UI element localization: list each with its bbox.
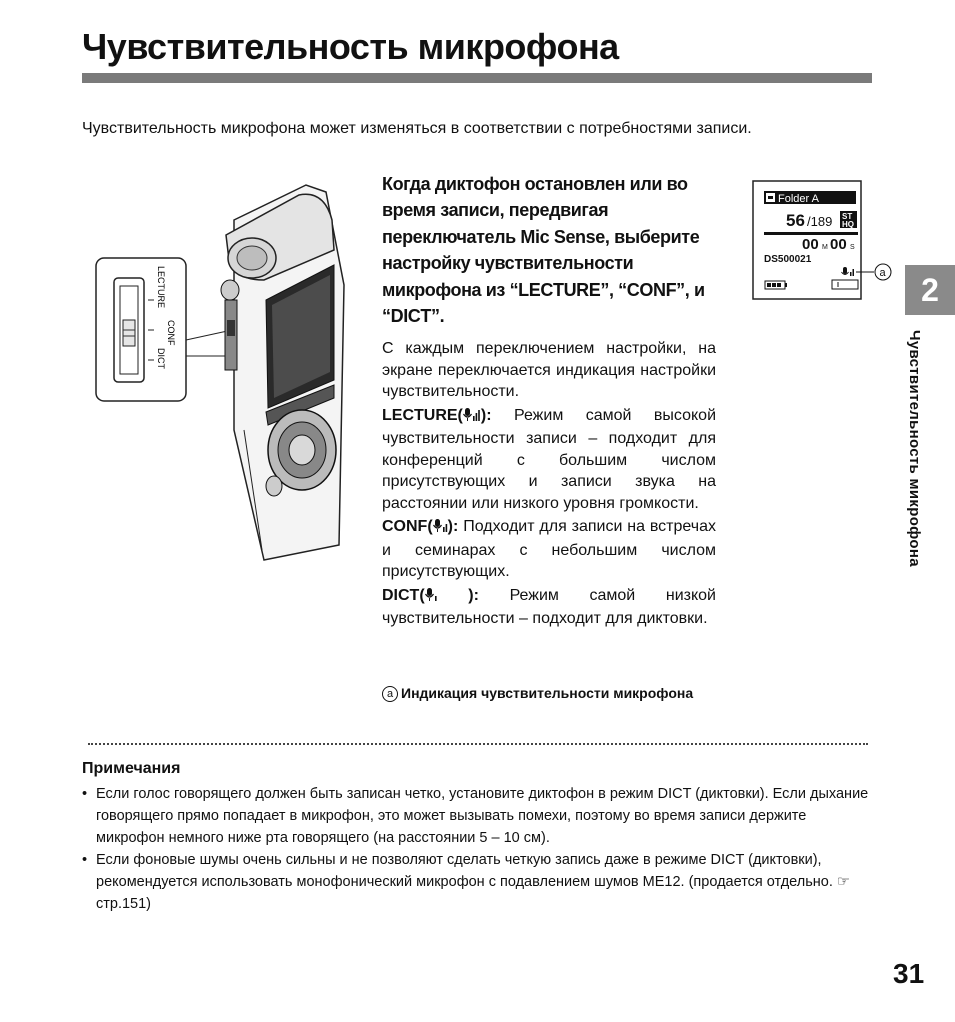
page-title: Чувствительность микрофона (82, 26, 619, 67)
intro-paragraph: Чувствительность микрофона может изменяться в соответствии с потребностями записи. (82, 120, 752, 137)
lcd-folder: Folder A (778, 193, 819, 205)
lcd-time-sec: 00 (830, 236, 847, 253)
lcd-file-counter: 56 (786, 211, 805, 230)
lcd-time-min: 00 (802, 236, 819, 253)
mode-lecture-close: ): (480, 406, 492, 424)
switch-label-conf: CONF (166, 320, 176, 346)
mode-dict-description: Режим самой низкой чувствительности – подходит для диктовки. (382, 586, 716, 627)
explanation-text: С каждым переключением настройки, на экране переключается индикация настройки чувствительности. (382, 340, 716, 400)
side-section-title: Чувствительность микрофона (906, 330, 923, 567)
sensitivity-description (382, 338, 716, 632)
mode-conf-close: ): (447, 518, 459, 535)
mic-high-icon (463, 407, 481, 429)
callout-text: Индикация чувствительности микрофона (401, 685, 694, 701)
section-divider (88, 743, 868, 745)
mode-lecture-name: LECTURE( (382, 406, 463, 424)
instruction-heading: Когда диктофон остановлен или во время записи, передвигая переключатель Mic Sense, выберите настройку чувствительности микрофона из “LECTURE”, “CONF”, и “DICT”. (382, 174, 705, 327)
lcd-badge-top: ST (842, 212, 853, 221)
lcd-marker: a (879, 267, 886, 279)
mode-dict-name: DICT( (382, 586, 425, 604)
mic-low-icon (425, 587, 438, 609)
lcd-badge-bottom: HQ (842, 220, 854, 229)
mode-lecture-description: Режим самой высокой чувствительности записи – подходит для конференций с большим числом присутствующих и записи звука на расстоянии или низкого уровня громкости. (382, 406, 716, 512)
callout-caption (382, 684, 752, 702)
note-item: • Если голос говорящего должен быть записан четко, установите диктофон в режим DICT (диктовки). Если дыхание говорящего прямо попадает в микрофон, это может вызывать помехи, поэтому во время записи держите микрофон немного ниже рта говорящего (на расстоянии 5 – 10 см). (82, 783, 877, 849)
switch-label-dict: DICT (156, 348, 166, 369)
page-number: 31 (893, 958, 925, 989)
lcd-file-name: DS500021 (764, 254, 812, 265)
chapter-tab: 2 (905, 265, 955, 315)
title-underline (82, 73, 872, 83)
lcd-time-sec-unit: S (850, 244, 855, 251)
mode-dict-close: ): (437, 586, 479, 604)
lcd-time-min-unit: M (822, 244, 828, 251)
mode-conf-name: CONF( (382, 518, 433, 535)
lcd-display (752, 180, 894, 310)
recorder-illustration (94, 180, 354, 575)
notes-heading: Примечания (82, 760, 181, 777)
battery-icon (765, 281, 787, 289)
mode-conf-description: Подходит для записи на встречах и семинарах с небольшим числом присутствующих. (382, 518, 716, 580)
note-item: • Если фоновые шумы очень сильны и не позволяют сделать четкую запись даже в режиме DICT (диктовки), рекомендуется использовать монофонический микрофон с подавлением шумов ME12. (продается отдельно. ☞стр.151) (82, 849, 877, 915)
callout-marker: a (382, 686, 398, 702)
notes-list (82, 783, 877, 915)
lcd-file-total: /189 (807, 214, 833, 229)
mode-conf (382, 516, 716, 583)
mode-lecture (382, 405, 716, 515)
mode-dict (382, 585, 716, 630)
switch-label-lecture: LECTURE (156, 266, 166, 309)
mic-medium-icon (433, 518, 448, 540)
